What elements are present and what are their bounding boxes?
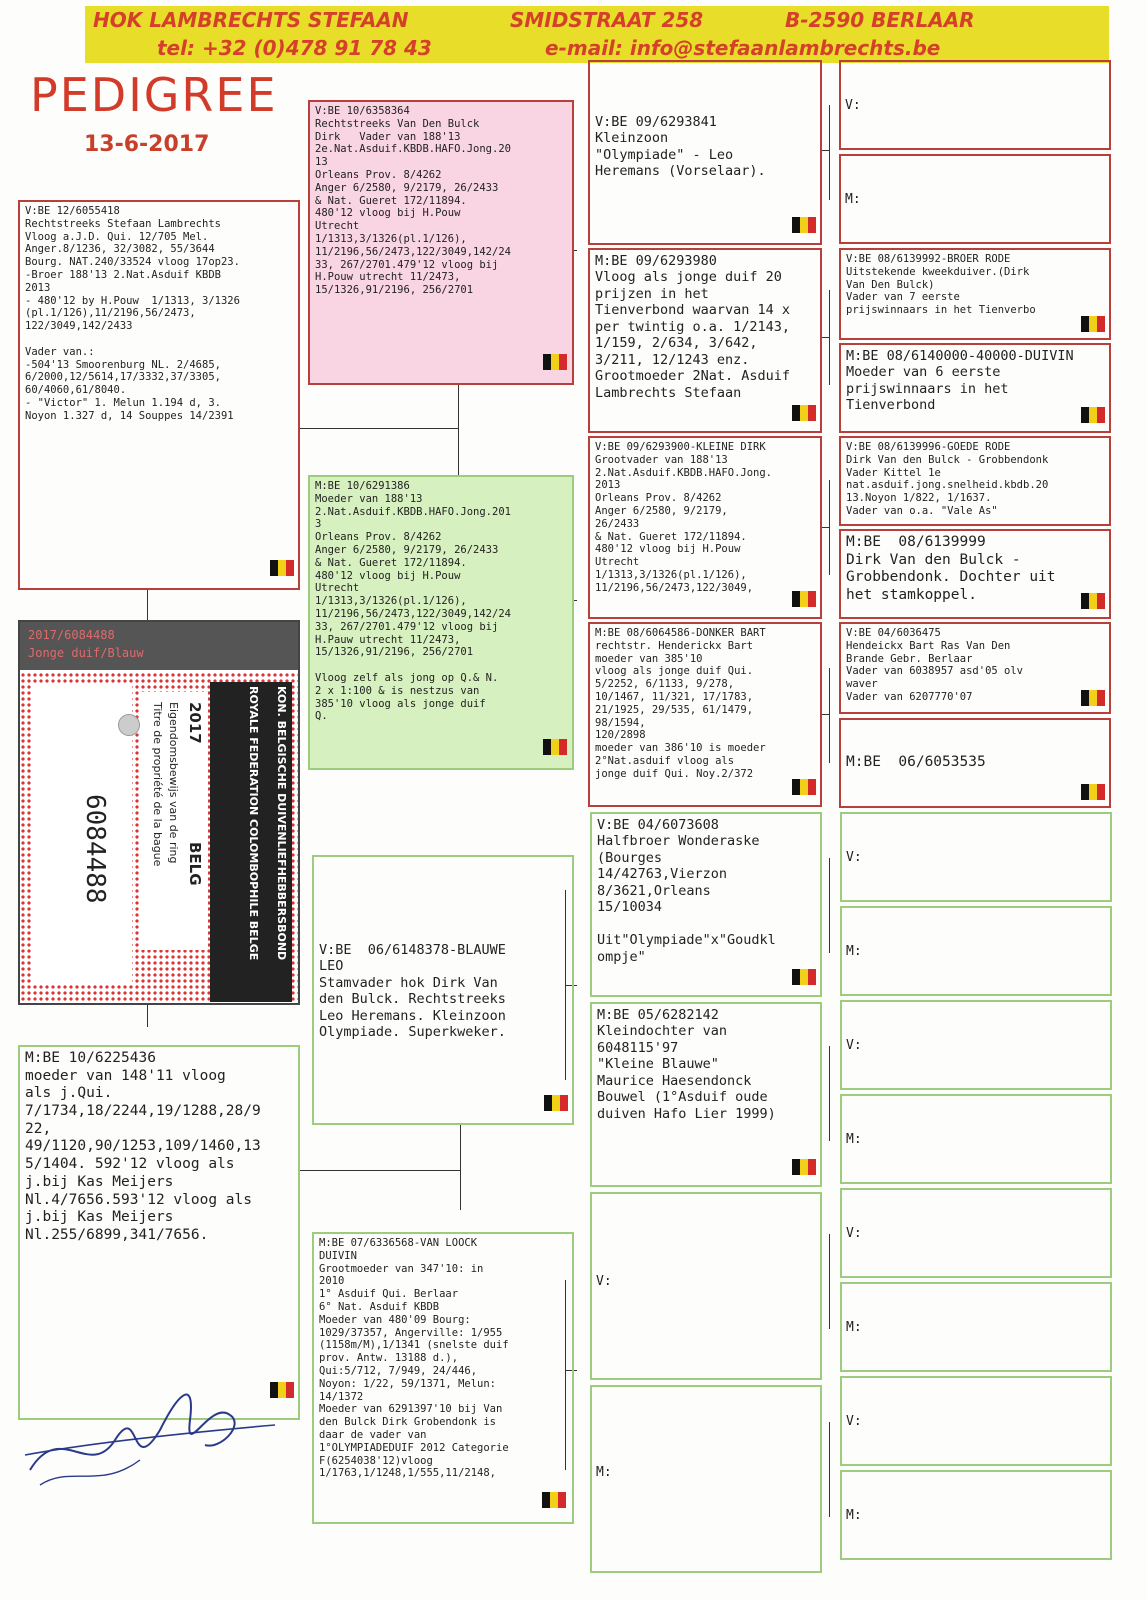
dam-sire-text: V:BE 06/6148378-BLAUWE LEO Stamvader hok Dirk Van den Bulck. Rechtstreeks Leo Heremans. Kleinzoon Olympiade. Superkweker.	[319, 942, 506, 1041]
empty-ancestor-card	[840, 1000, 1112, 1090]
sire-label: V:	[845, 98, 861, 113]
loft-name: HOK LAMBRECHTS STEFAAN	[93, 8, 409, 32]
sire-sire-text: V:BE 09/6293841 Kleinzoon "Olympiade" - Leo Heremans (Vorselaar).	[595, 114, 766, 180]
ownership-panel	[140, 692, 208, 950]
main-pigeon-card	[18, 200, 300, 590]
federation-strip	[210, 682, 292, 1002]
ancestor-text: V:BE 08/6139996-GOEDE RODE Dirk Van den Bulck - Grobbendonk Vader Kittel 1e nat.asduif.jong.snelheid.kbdb.20 13.Noyon 1/822, 1/1637. Vader van o.a. "Vale As"	[846, 441, 1049, 517]
ancestor-text: M:BE 08/6139999 Dirk Van den Bulck - Grobbendonk. Dochter uit het stamkoppel.	[846, 534, 1056, 604]
connector-line	[829, 1422, 830, 1517]
federation-name-fr: ROYALE FEDERATION COLOMBOPHILE BELGE	[247, 686, 260, 961]
ancestor-text: V:BE 04/6036475 Hendeickx Bart Ras Van Den Brande Gebr. Berlaar Vader van 6038957 asd'05 olv waver Vader van 6207770'07	[846, 627, 1024, 703]
belgian-flag-icon	[792, 405, 816, 421]
empty-ancestor-card	[840, 1188, 1112, 1278]
sire-card	[308, 100, 574, 385]
empty-ancestor-card	[840, 812, 1112, 902]
connector-line	[829, 668, 830, 763]
belgian-flag-icon	[792, 1159, 816, 1175]
ancestor-card	[839, 343, 1111, 433]
sire-label: V:	[846, 1226, 862, 1241]
ring-certificate	[18, 620, 300, 1005]
dam-label: M:	[596, 1465, 612, 1480]
street-address: SMIDSTRAAT 258	[510, 8, 704, 32]
sire-label: V:	[846, 850, 862, 865]
ring-year: 2017	[186, 702, 204, 744]
pedigree-date: 13-6-2017	[84, 132, 210, 157]
sire-label: V:	[846, 1038, 862, 1053]
dam-label: M:	[845, 192, 861, 207]
ancestor-card	[839, 436, 1111, 526]
ring-number-panel	[32, 684, 132, 984]
dam-label: M:	[846, 1132, 862, 1147]
dam-sire-sire-card	[590, 812, 822, 997]
empty-ancestor-card	[840, 1376, 1112, 1466]
dam-sire-dam-card	[590, 1002, 822, 1187]
sire-dam-card	[308, 475, 574, 770]
ancestor-text: M:BE 08/6140000-40000-DUIVIN Moeder van 6 eerste prijswinnaars in het Tienverbond	[846, 348, 1074, 414]
dam-label: M:	[846, 944, 862, 959]
ownership-title-nl: Eigendomsbewijs van de ring	[167, 702, 180, 864]
connector-line	[300, 428, 458, 429]
ancestor-card	[839, 718, 1111, 808]
empty-ancestor-card	[839, 154, 1111, 244]
ownership-title-fr: Titre de propriété de la bague	[151, 702, 164, 867]
sire-dam2-card	[588, 248, 822, 433]
dam-dam-text: M:BE 07/6336568-VAN LOOCK DUIVIN Grootmoeder van 347'10: in 2010 1° Asduif Qui. Berlaar 6° Nat. Asduif KBDB Moeder van 480'09 Bourg: 1029/37357, Angerville: 1/955 (1158m/M),1/1341 (snelste duif prov. Antw. 13188 d.), Qui:5/712, 7/949, 24/446, Noyon: 1/22, 59/1371, Melun: 14/1372 Moeder van 6291397'10 bij Van den Bulck Dirk Grobendonk is daar de vader van 1°OLYMPIADEDUIF 2012 Categorie F(6254038'12)vloog 1/1763,1/1248,1/555,11/2148,	[319, 1237, 509, 1480]
empty-ancestor-card	[590, 1192, 822, 1380]
dam-sire-card	[312, 855, 574, 1125]
page-title: PEDIGREE	[30, 68, 278, 122]
dam-line-dam-card	[588, 622, 822, 807]
belgian-flag-icon	[1081, 690, 1105, 706]
dam-sire-sire-text: V:BE 04/6073608 Halfbroer Wonderaske (Bourges 14/42763,Vierzon 8/3621,Orleans 15/10034 Uit"Olympiade"x"Goudkl ompje"	[597, 817, 776, 965]
belgian-flag-icon	[543, 354, 567, 370]
belgian-flag-icon	[544, 1095, 568, 1111]
email-address: e-mail: info@stefaanlambrechts.be	[545, 36, 941, 60]
ring-number: 2017/6084488	[28, 628, 115, 642]
sire-text: V:BE 10/6358364 Rechtstreeks Van Den Bulck Dirk Vader van 188'13 2e.Nat.Asduif.KBDB.HAFO.Jong.20 13 Orleans Prov. 8/4262 Anger 6/2580, 9/2179, 26/2433 & Nat. Gueret 172/11894. 480'12 vloog bij H.Pouw Utrecht 1/1313,3/1326(pl.1/126), 11/2196,56/2473,122/3049,142/24 33, 267/2701.479'12 vloog bij H.Pouw utrecht 11/2473, 15/1326,91/2196, 256/2701	[315, 105, 511, 297]
connector-line	[822, 527, 830, 528]
empty-ancestor-card	[840, 1470, 1112, 1560]
dam-line-sire-card	[588, 436, 822, 619]
connector-line	[460, 1125, 461, 1210]
belgian-flag-icon	[1081, 407, 1105, 423]
connector-line	[822, 337, 830, 338]
sire-label: V:	[596, 1274, 612, 1289]
empty-ancestor-card	[840, 1282, 1112, 1372]
belgian-flag-icon	[1081, 593, 1105, 609]
dam-label: M:	[846, 1508, 862, 1523]
connector-line	[822, 714, 830, 715]
empty-ancestor-card	[840, 1094, 1112, 1184]
dam-line-dam-text: M:BE 08/6064586-DONKER BART rechtstr. Henderickx Bart moeder van 385'10 vloog als jonge duif Qui. 5/2252, 6/1133, 9/278, 10/1467, 11/321, 17/1783, 21/1925, 29/535, 61/1479, 98/1594, 120/2898 moeder van 386'10 is moeder 2°Nat.asduif vloog als jonge duif Qui. Noy.2/372	[595, 627, 766, 780]
connector-line	[829, 858, 830, 953]
connector-line	[829, 1234, 830, 1329]
dam-dam-card	[312, 1232, 574, 1524]
connector-line	[829, 105, 830, 200]
ring-card-header	[20, 622, 298, 670]
sire-dam2-text: M:BE 09/6293980 Vloog als jonge duif 20 prijzen in het Tienverbond waarvan 14 x per twintig o.a. 1/2143, 1/159, 2/634, 3/642, 3/211, 12/1243 enz. Grootmoeder 2Nat. Asduif Lambrechts Stefaan	[595, 253, 791, 401]
connector-line	[822, 150, 830, 151]
punch-hole	[118, 714, 140, 736]
city-address: B-2590 BERLAAR	[785, 8, 975, 32]
connector-line	[147, 590, 148, 620]
ancestor-card	[839, 529, 1111, 619]
ring-description: Jonge duif/Blauw	[28, 646, 144, 660]
ancestor-text: V:BE 08/6139992-BROER RODE Uitstekende kweekduiver.(Dirk Van Den Bulck) Vader van 7 eerste prijswinnaars in het Tienverbo	[846, 253, 1036, 317]
belgian-flag-icon	[270, 560, 294, 576]
dam-sire-dam-text: M:BE 05/6282142 Kleindochter van 6048115'97 "Kleine Blauwe" Maurice Haesendonck Bouwel (1°Asduif oude duiven Hafo Lier 1999)	[597, 1007, 776, 1122]
ancestor-text: M:BE 06/6053535	[846, 754, 986, 770]
belgian-flag-icon	[792, 779, 816, 795]
ancestor-card	[839, 248, 1111, 340]
empty-ancestor-card	[840, 906, 1112, 996]
connector-line	[300, 1170, 460, 1171]
connector-line	[829, 1046, 830, 1141]
connector-line	[458, 385, 459, 475]
ring-number-vertical: 6084488	[80, 794, 110, 904]
empty-ancestor-card	[839, 60, 1111, 150]
belgian-flag-icon	[542, 1492, 566, 1508]
main-pigeon-text: V:BE 12/6055418 Rechtstreeks Stefaan Lambrechts Vloog a.J.D. Qui. 12/705 Mel. Anger.8/1236, 32/3082, 55/3644 Bourg. NAT.240/33524 vloog 17op23. -Broer 188'13 2.Nat.Asduif KBDB 2013 - 480'12 by H.Pouw 1/1313, 3/1326 (pl.1/126),11/2196,56/2473, 122/3049,142/2433 Vader van.: -504'13 Smoorenburg NL. 2/4685, 6/2000,12/5614,17/3332,37/3305, 60/4060,61/8040. - "Victor" 1. Melun 1.194 d, 3. Noyon 1.327 d, 14 Souppes 14/2391	[25, 205, 240, 422]
header-banner	[85, 6, 1109, 63]
belgian-flag-icon	[792, 591, 816, 607]
federation-name-nl: KON. BELGISCHE DUIVENLIEFHEBBERSBOND	[275, 686, 288, 961]
empty-ancestor-card	[590, 1385, 822, 1573]
dam-label: M:	[846, 1320, 862, 1335]
belgian-flag-icon	[792, 969, 816, 985]
dam-text: M:BE 10/6225436 moeder van 148'11 vloog als j.Qui. 7/1734,18/2244,19/1288,28/9 22, 49/1120,90/1253,109/1460,13 5/1404. 592'12 vloog als j.bij Kas Meijers Nl.4/7656.593'12 vloog als j.bij Kas Meijers Nl.255/6899,341/7656.	[25, 1050, 261, 1243]
ring-country: BELG	[186, 842, 204, 886]
belgian-flag-icon	[543, 739, 567, 755]
belgian-flag-icon	[792, 217, 816, 233]
ancestor-card	[839, 622, 1111, 714]
belgian-flag-icon	[1081, 316, 1105, 332]
dam-line-sire-text: V:BE 09/6293900-KLEINE DIRK Grootvader van 188'13 2.Nat.Asduif.KBDB.HAFO.Jong. 2013 Orleans Prov. 8/4262 Anger 6/2580, 9/2179, 26/2433 & Nat. Gueret 172/11894. 480'12 vloog bij H.Pouw Utrecht 1/1313,3/1326(pl.1/126), 11/2196,56/2473,122/3049,	[595, 441, 773, 594]
sire-label: V:	[846, 1414, 862, 1429]
connector-line	[147, 1005, 148, 1027]
belgian-flag-icon	[1081, 784, 1105, 800]
sire-sire-card	[588, 60, 822, 245]
signature	[20, 1360, 290, 1500]
phone-number: tel: +32 (0)478 91 78 43	[157, 36, 432, 60]
sire-dam-text: M:BE 10/6291386 Moeder van 188'13 2.Nat.Asduif.KBDB.HAFO.Jong.201 3 Orleans Prov. 8/4262 Anger 6/2580, 9/2179, 26/2433 & Nat. Gueret 172/11894. 480'12 vloog bij H.Pouw Utrecht 1/1313,3/1326(pl.1/126), 11/2196,56/2473,122/3049,142/24 33, 267/2701.479'12 vloog bij H.Pauw utrecht 11/2473, 15/1326,91/2196, 256/2701 Vloog zelf als jong op Q.& N. 2 x 1:100 & is nestzus van 385'10 vloog als jonge duif Q.	[315, 480, 511, 723]
